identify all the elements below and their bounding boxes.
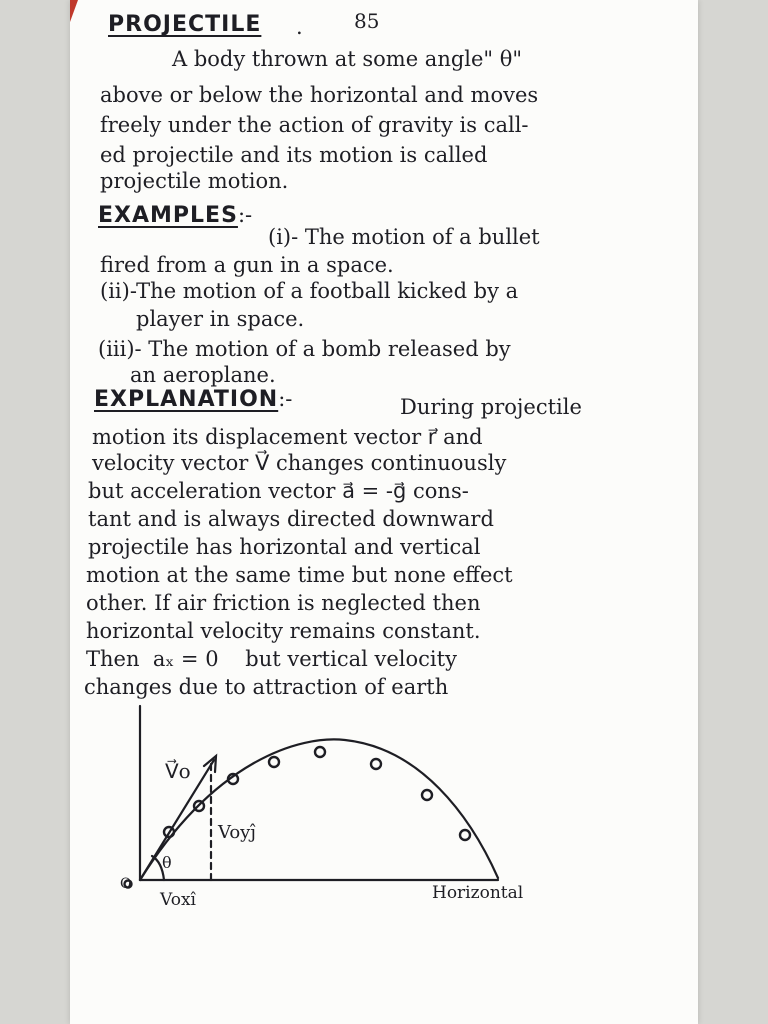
trajectory-curve bbox=[140, 739, 498, 880]
example-line: an aeroplane. bbox=[130, 363, 276, 387]
explanation-line: projectile has horizontal and vertical bbox=[88, 535, 481, 559]
definition-line: above or below the horizontal and moves bbox=[100, 83, 539, 107]
explanation-line: motion its displacement vector r⃗ and bbox=[92, 425, 483, 449]
origin-label: O bbox=[120, 876, 132, 892]
v0y-label: Voyĵ bbox=[218, 822, 256, 843]
example-line: (iii)- The motion of a bomb released by bbox=[98, 337, 511, 361]
explanation-line: velocity vector V⃗ changes continuously bbox=[92, 451, 507, 475]
example-line: fired from a gun in a space. bbox=[100, 253, 394, 277]
v0x-label: Voxî bbox=[160, 890, 196, 910]
page-title: PROJECTILE bbox=[108, 12, 262, 37]
example-line: (i)- The motion of a bullet bbox=[268, 225, 540, 249]
explanation-line: During projectile bbox=[400, 395, 582, 419]
explanation-heading: EXPLANATION bbox=[94, 387, 279, 412]
title-dot: . bbox=[296, 15, 303, 39]
page-number: 85 bbox=[354, 9, 380, 33]
trajectory-point bbox=[371, 759, 381, 769]
explanation-line: other. If air friction is neglected then bbox=[86, 591, 481, 615]
trajectory-point bbox=[269, 757, 279, 767]
explanation-separator: :- bbox=[278, 387, 293, 411]
example-line: (ii)-The motion of a football kicked by a bbox=[100, 279, 519, 303]
explanation-line: motion at the same time but none effect bbox=[86, 563, 513, 587]
example-line: player in space. bbox=[136, 307, 305, 331]
examples-separator: :- bbox=[237, 203, 253, 227]
trajectory-point bbox=[315, 747, 325, 757]
examples-heading: EXAMPLES bbox=[98, 203, 238, 228]
trajectory-point bbox=[422, 790, 432, 800]
definition-line: A body thrown at some angle" θ" bbox=[172, 47, 523, 71]
explanation-line: tant and is always directed downward bbox=[88, 507, 494, 531]
horizontal-label: Horizontal bbox=[432, 883, 524, 903]
explanation-line: Then aₓ = 0 but vertical velocity bbox=[86, 647, 457, 671]
theta-label: θ bbox=[162, 853, 172, 872]
definition-line: ed projectile and its motion is called bbox=[100, 143, 488, 167]
definition-line: projectile motion. bbox=[100, 169, 289, 193]
explanation-line: but acceleration vector a⃗ = -g⃗ cons- bbox=[88, 479, 469, 503]
explanation-line: changes due to attraction of earth bbox=[84, 675, 449, 699]
explanation-line: horizontal velocity remains constant. bbox=[86, 619, 481, 643]
v0-label: V⃗o bbox=[165, 759, 191, 783]
definition-line: freely under the action of gravity is call- bbox=[100, 113, 529, 137]
trajectory-point bbox=[460, 830, 470, 840]
